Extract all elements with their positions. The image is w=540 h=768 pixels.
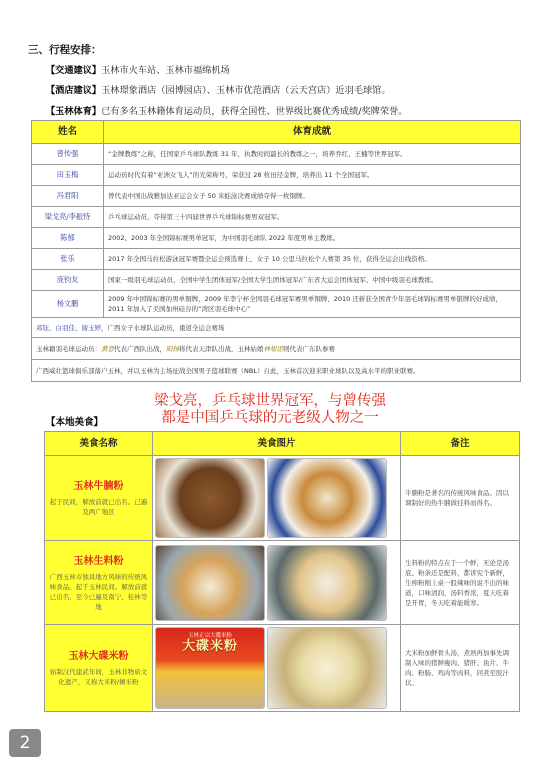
red-annotation-line-1: 梁戈亮，乒乓球世界冠军，与曾传强 <box>154 393 386 409</box>
athlete-achievement: 乒乓球运动员，夺得第三十四届世界乒乓球锦标赛男双冠军。 <box>104 207 521 228</box>
badminton-row <box>32 338 521 360</box>
food-origin: 始制汉代建武年间，玉林非物质文化遗产，又称大米粉/摊米粉 <box>49 668 148 686</box>
athlete-name: 杨文鹏 <box>32 291 104 318</box>
table-row <box>45 625 520 712</box>
food-header-name: 美食名称 <box>45 432 153 456</box>
food-photo <box>267 627 387 709</box>
table-row <box>32 270 521 291</box>
food-photo <box>267 458 387 538</box>
food-note: 大米粉加鲜骨头汤，煮熟再加事先调制入味的猪鲜瘦肉、猪肝、鱼片、牛肉、粉肠、鸡肉等肉料，同煮至胶汁状。 <box>401 625 520 712</box>
food-images <box>153 456 401 541</box>
food-images <box>153 625 401 712</box>
shop-sign-photo <box>155 627 265 709</box>
shop-sign-text: 大碟米粉 <box>181 639 238 654</box>
table-row <box>32 360 521 382</box>
hotel-text: 玉林璟象酒店（园博园店）、玉林市优范酒店（云天宫店）近羽毛球馆。 <box>101 85 391 96</box>
athlete-name: 张乐 <box>32 249 104 270</box>
food-photo <box>155 545 265 621</box>
food-images <box>153 541 401 625</box>
athlete-name: 梁戈亮/李振恃 <box>32 207 104 228</box>
athlete-achievement: 2017 年全国马拉松游泳冠军赛暨全运会预选赛上，女子 10 公里马拉松个人赛第 35 位，获得全运会出线资格。 <box>104 249 521 270</box>
athlete-name: 林旭忠 <box>263 344 283 353</box>
table-row <box>32 144 521 165</box>
athlete-achievement: 2002、2003 年全国锦标赛男单冠军，为中国羽毛球队 2022 年度男单主教练。 <box>104 228 521 249</box>
hotel-label: 【酒店建议】 <box>46 85 102 96</box>
hotel-suggestion <box>46 82 391 96</box>
table-row <box>32 207 521 228</box>
food-table-header <box>45 432 520 456</box>
athlete-name: 曾传强 <box>32 144 104 165</box>
shop-sign-small-text: 玉林正宗大碟米粉 <box>187 633 232 639</box>
sports-header-name: 姓名 <box>32 121 104 144</box>
water-polo-text: 广西女子水球队运动员，重返全运会赛场 <box>107 323 225 332</box>
athlete-name: 黄意 <box>101 344 114 353</box>
food-name-cell <box>45 625 153 712</box>
traffic-label: 【交通建议】 <box>46 65 102 76</box>
table-row <box>32 338 521 360</box>
table-row <box>45 456 520 541</box>
food-note: 生料粉的特点在于一个鲜，无论是汤底、粉条还是配料，都讲究个新鲜，生榨粉刚上桌一股辣味的说不出的味道，口味清润，汤料香浓，夏天吃着是开胃，冬天吃着能暖寒。 <box>401 541 520 625</box>
table-row <box>32 318 521 338</box>
page-number-badge[interactable]: 2 <box>9 729 41 757</box>
sports-intro-label: 【玉林体育】 <box>46 106 102 117</box>
badminton-text: 代表广西队出战， <box>114 344 166 353</box>
sports-intro <box>46 103 407 117</box>
athlete-achievement: “金牌教练”之称，任国家乒乓球队教练 31 年，执教时间最长的教练之一，培养乔红、王楠等世界冠军。 <box>104 144 521 165</box>
badminton-text: 将代表天津队出战，玉林姑娘 <box>179 344 264 353</box>
athlete-name: 阳扬 <box>166 344 179 353</box>
traffic-text: 玉林市火车站、玉林市福绵机场 <box>101 65 230 76</box>
food-photo <box>267 545 387 621</box>
water-polo-row <box>32 318 521 338</box>
table-row <box>32 165 521 186</box>
food-origin: 起于民间，解放前就已出名。已遍及两广地区 <box>49 498 148 516</box>
red-annotation-line-2: 都是中国乒乓球的元老级人物之一 <box>161 410 379 426</box>
athlete-name: 冯君阳 <box>32 186 104 207</box>
basketball-row: 广西威壮篮球俱乐部落户玉林，并以玉林为主场征战全国男子篮球联赛（NBL）自此，玉林首次迎来职业球队以及高水平的职业联赛。 <box>32 360 521 382</box>
athlete-achievement: 运动员时代有着“亚洲女飞人”的光荣称号，荣获过 28 枚田径金牌，培养出 11 个全国冠军。 <box>104 165 521 186</box>
table-row <box>32 291 521 318</box>
food-name: 玉林大碟米粉 <box>68 651 129 662</box>
athlete-achievement: 国家一级羽毛球运动员、全国中学生团体冠军/全国大学生团体冠军/广东省大运会团体冠军、中国中级羽毛球教练。 <box>104 270 521 291</box>
athlete-name: 陈郁 <box>32 228 104 249</box>
sports-header-achievement: 体育成就 <box>104 121 521 144</box>
food-table <box>44 431 520 712</box>
traffic-suggestion <box>46 62 230 76</box>
athlete-achievement: 曾代表中国出战雅加达亚运会女子 50 米蛙泳决赛成绩夺得一枚铜牌。 <box>104 186 521 207</box>
water-polo-names: 邓钰、白羽佳、谢玉婷， <box>36 323 108 332</box>
athlete-name: 庞钧友 <box>32 270 104 291</box>
badminton-text: 则代表广东队参赛 <box>283 344 335 353</box>
food-header-image: 美食图片 <box>153 432 401 456</box>
food-photo <box>155 458 265 538</box>
food-origin: 广西玉林市独具地方风味的传统风味食品。起于玉林民间。解放前就已出名，至今已遍及南宁、桂林等地 <box>49 572 148 611</box>
section-title: 三、行程安排： <box>28 44 102 56</box>
food-section-label: 【本地美食】 <box>46 417 104 428</box>
food-name: 玉林牛腩粉 <box>73 481 124 492</box>
table-row <box>32 228 521 249</box>
sports-intro-text: 已有多名玉林籍体育运动员，获得全国性、世界级比赛优秀成绩/奖牌荣誉。 <box>101 106 408 117</box>
food-name: 玉林生料粉 <box>73 555 124 567</box>
food-name-cell <box>45 541 153 625</box>
athlete-name: 田玉梅 <box>32 165 104 186</box>
food-note: 牛腩粉是著名的传统风味食品。因以调制好的热牛腩做挂料而得名。 <box>401 456 520 541</box>
badminton-text: 玉林籍羽毛球运动员： <box>36 344 101 353</box>
sports-table-header <box>32 121 521 144</box>
table-row <box>45 541 520 625</box>
athlete-achievement: 2009 年中国锦标赛的男单铜牌、2009 年李宁杯全国羽毛球冠军赛男单铜牌、2010 还斩获全国青少年羽毛球锦标赛男单银牌的好成绩，2011 年加入了美国加州硅谷的“湾区羽毛球中心” <box>104 291 521 318</box>
food-name-cell <box>45 456 153 541</box>
food-header-note: 备注 <box>401 432 520 456</box>
table-row <box>32 186 521 207</box>
table-row <box>32 249 521 270</box>
sports-table <box>31 120 521 382</box>
